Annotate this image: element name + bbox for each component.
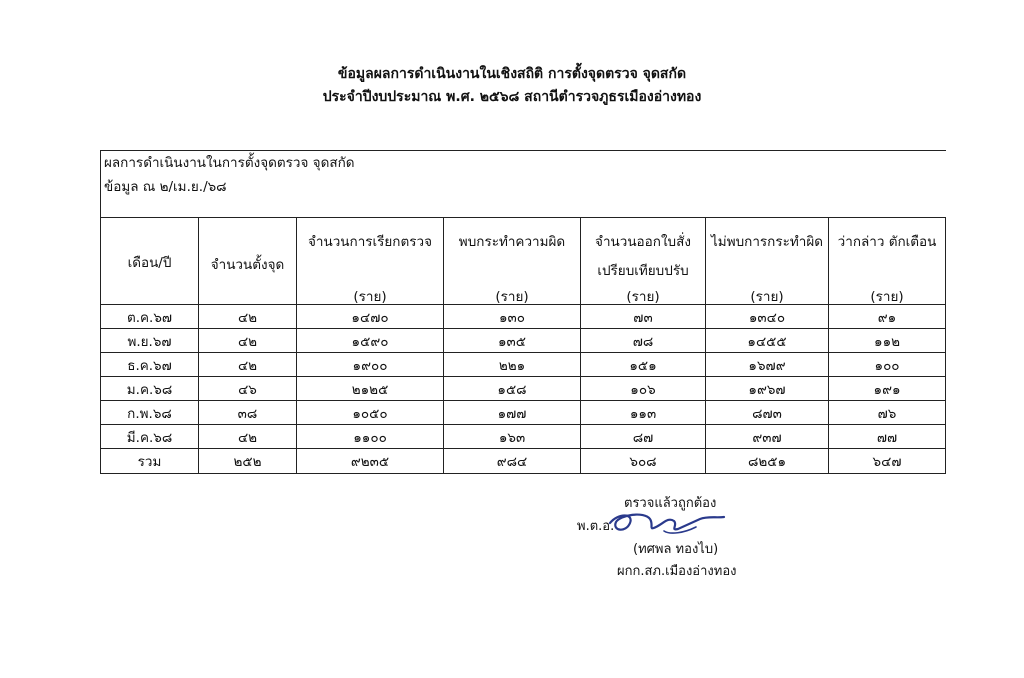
table-total-row — [101, 449, 946, 474]
cell-no-offense: ๑๖๗๙ — [706, 353, 829, 377]
table-row — [101, 377, 946, 401]
cell-offenses: ๑๗๗ — [444, 401, 581, 425]
signer-rank: พ.ต.อ. — [577, 519, 615, 534]
document-title-line2: ประจำปีงบประมาณ พ.ศ. ๒๕๖๘ สถานีตำรวจภูธรเมืองอ่างทอง — [322, 89, 702, 105]
column-label: เดือน/ปี — [127, 255, 172, 271]
column-label-line2: เปรียบเทียบปรับ — [597, 263, 689, 279]
cell-total-inspections: ๙๒๓๕ — [297, 449, 444, 474]
column-header-tickets-fines — [581, 218, 706, 305]
column-header-warnings — [829, 218, 946, 305]
cell-checkpoints: ๓๘ — [199, 401, 297, 425]
cell-month: มี.ค.๖๘ — [101, 425, 199, 449]
cell-tickets: ๑๑๓ — [581, 401, 706, 425]
column-header-month — [101, 218, 199, 305]
cell-offenses: ๒๒๑ — [444, 353, 581, 377]
statistics-table — [100, 150, 946, 474]
cell-tickets: ๑๕๑ — [581, 353, 706, 377]
column-label: จำนวนตั้งจุด — [210, 257, 285, 273]
cell-total-no-offense: ๘๒๕๑ — [706, 449, 829, 474]
cell-checkpoints: ๔๒ — [199, 353, 297, 377]
cell-tickets: ๗๓ — [581, 305, 706, 329]
verification-text: ตรวจแล้วถูกต้อง — [624, 496, 717, 511]
section-title: ผลการดำเนินงานในการตั้งจุดตรวจ จุดสกัด — [104, 155, 355, 171]
cell-tickets: ๑๐๖ — [581, 377, 706, 401]
cell-offenses: ๑๖๓ — [444, 425, 581, 449]
cell-inspections: ๑๔๗๐ — [297, 305, 444, 329]
cell-total-tickets: ๖๐๘ — [581, 449, 706, 474]
cell-checkpoints: ๔๒ — [199, 329, 297, 353]
cell-warnings: ๑๑๒ — [829, 329, 946, 353]
cell-total-label: รวม — [101, 449, 199, 474]
table-row — [101, 353, 946, 377]
column-header-checkpoints — [199, 218, 297, 305]
cell-warnings: ๗๗ — [829, 425, 946, 449]
table-row — [101, 305, 946, 329]
cell-offenses: ๑๓๐ — [444, 305, 581, 329]
cell-inspections: ๒๑๒๕ — [297, 377, 444, 401]
column-label: ว่ากล่าว ตักเตือน — [837, 234, 937, 250]
column-label: ไม่พบการกระทำผิด — [711, 234, 823, 250]
table-row — [101, 329, 946, 353]
column-unit: (ราย) — [353, 289, 387, 305]
column-header-offenses-found — [444, 218, 581, 305]
cell-checkpoints: ๔๒ — [199, 305, 297, 329]
cell-total-checkpoints: ๒๕๒ — [199, 449, 297, 474]
cell-warnings: ๑๐๐ — [829, 353, 946, 377]
signer-name: (ทศพล ทองไบ) — [633, 542, 719, 557]
table-section-header — [101, 151, 946, 218]
data-as-of-date: ข้อมูล ณ ๒/เม.ย./๖๘ — [104, 179, 227, 195]
cell-warnings: ๗๖ — [829, 401, 946, 425]
cell-no-offense: ๑๙๖๗ — [706, 377, 829, 401]
column-label-line1: จำนวนออกใบสั่ง — [595, 234, 691, 250]
column-unit: (ราย) — [870, 289, 904, 305]
cell-no-offense: ๘๗๓ — [706, 401, 829, 425]
cell-no-offense: ๙๓๗ — [706, 425, 829, 449]
handwritten-signature — [604, 509, 734, 539]
column-header-no-offense — [706, 218, 829, 305]
cell-month: ธ.ค.๖๗ — [101, 353, 199, 377]
cell-month: พ.ย.๖๗ — [101, 329, 199, 353]
cell-no-offense: ๑๓๔๐ — [706, 305, 829, 329]
cell-offenses: ๑๕๘ — [444, 377, 581, 401]
column-unit: (ราย) — [626, 289, 660, 305]
cell-warnings: ๑๙๑ — [829, 377, 946, 401]
cell-month: ม.ค.๖๘ — [101, 377, 199, 401]
cell-total-warnings: ๖๔๗ — [829, 449, 946, 474]
column-unit: (ราย) — [495, 289, 529, 305]
cell-tickets: ๗๘ — [581, 329, 706, 353]
cell-total-offenses: ๙๘๔ — [444, 449, 581, 474]
cell-tickets: ๘๗ — [581, 425, 706, 449]
table-row — [101, 425, 946, 449]
cell-month: ก.พ.๖๘ — [101, 401, 199, 425]
cell-warnings: ๙๑ — [829, 305, 946, 329]
table-row — [101, 401, 946, 425]
cell-checkpoints: ๔๖ — [199, 377, 297, 401]
document-title-line1: ข้อมูลผลการดำเนินงานในเชิงสถิติ การตั้งจุดตรวจ จุดสกัด — [337, 66, 687, 82]
column-label: พบกระทำความผิด — [458, 234, 566, 250]
cell-offenses: ๑๓๕ — [444, 329, 581, 353]
cell-inspections: ๑๙๐๐ — [297, 353, 444, 377]
column-label: จำนวนการเรียกตรวจ — [308, 234, 432, 250]
cell-inspections: ๑๕๙๐ — [297, 329, 444, 353]
cell-inspections: ๑๐๕๐ — [297, 401, 444, 425]
cell-inspections: ๑๑๐๐ — [297, 425, 444, 449]
column-header-inspections — [297, 218, 444, 305]
cell-month: ต.ค.๖๗ — [101, 305, 199, 329]
column-unit: (ราย) — [750, 289, 784, 305]
cell-no-offense: ๑๔๕๕ — [706, 329, 829, 353]
cell-checkpoints: ๔๒ — [199, 425, 297, 449]
signer-position: ผกก.สภ.เมืองอ่างทอง — [617, 564, 737, 579]
